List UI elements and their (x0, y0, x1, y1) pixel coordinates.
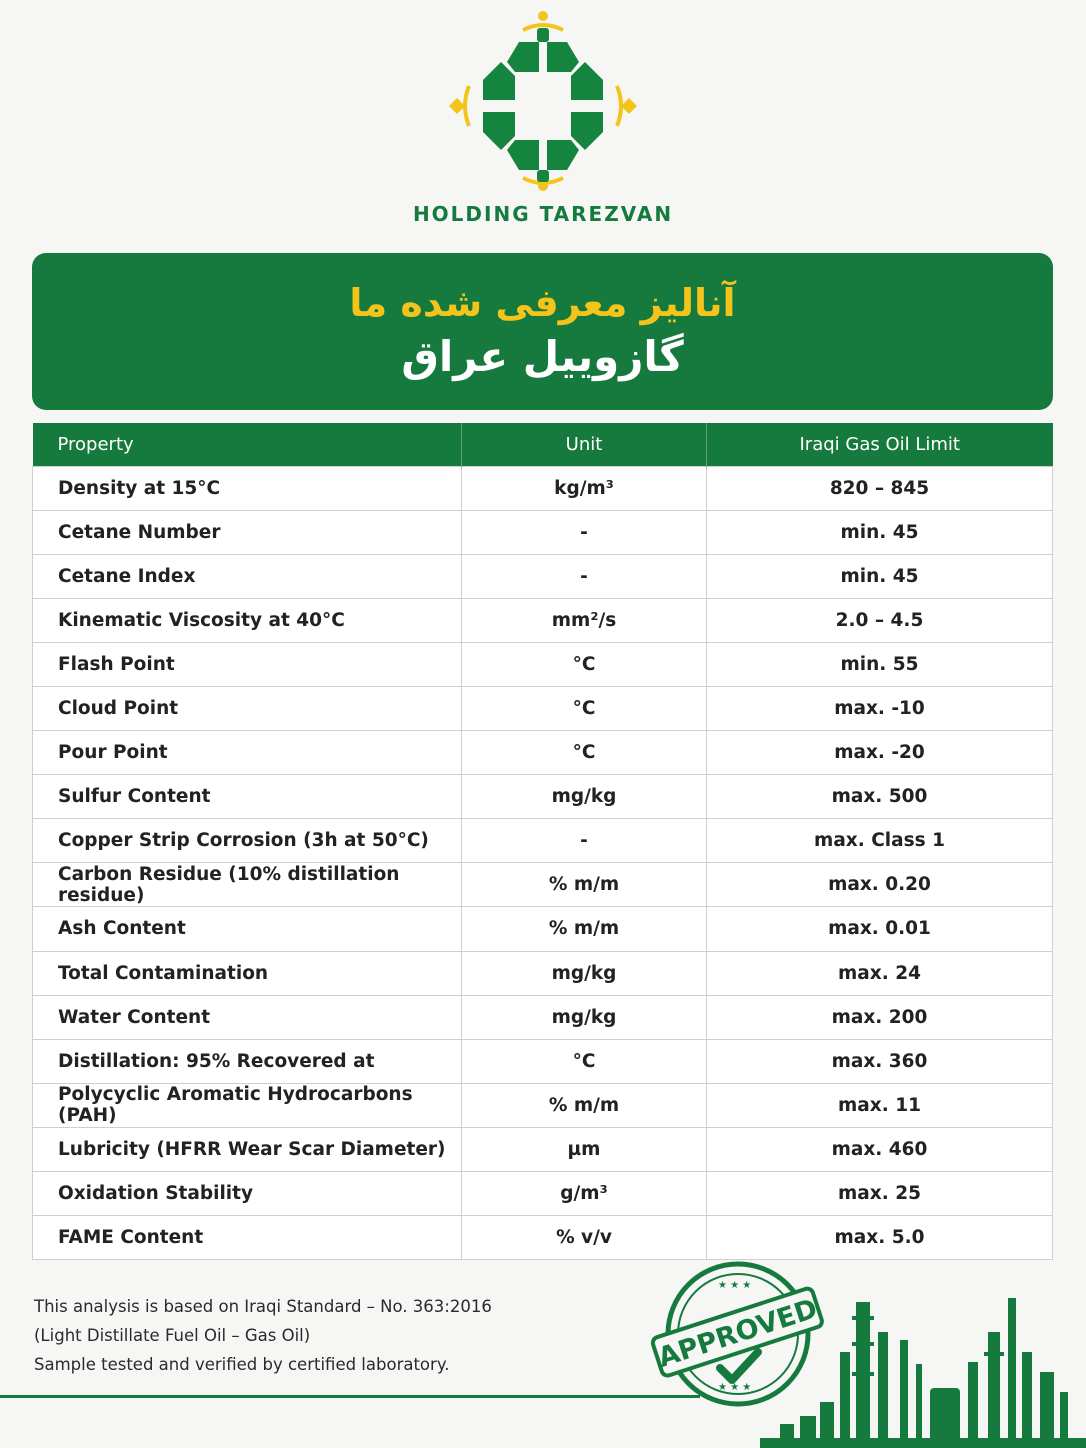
cell-property: FAME Content (33, 1216, 462, 1260)
brand-name: HOLDING TAREZVAN (412, 202, 674, 226)
cell-limit: max. Class 1 (707, 819, 1053, 863)
table-row (33, 1039, 1053, 1083)
svg-text:★ ★ ★: ★ ★ ★ (718, 1382, 752, 1393)
cell-unit: - (462, 510, 707, 554)
cell-limit: max. 0.01 (707, 907, 1053, 951)
cell-property: Cetane Number (33, 510, 462, 554)
cell-property: Pour Point (33, 731, 462, 775)
note-line: (Light Distillate Fuel Oil – Gas Oil) (34, 1326, 311, 1345)
cell-limit: max. 25 (707, 1172, 1053, 1216)
cell-unit: % m/m (462, 907, 707, 951)
header-unit: Unit (462, 423, 707, 466)
cell-limit: max. 5.0 (707, 1216, 1053, 1260)
cell-property: Oxidation Stability (33, 1172, 462, 1216)
cell-property: Copper Strip Corrosion (3h at 50°C) (33, 819, 462, 863)
table-row (33, 819, 1053, 863)
cell-limit: 820 – 845 (707, 466, 1053, 510)
cell-property: Density at 15°C (33, 466, 462, 510)
cell-property: Carbon Residue (10% distillation residue) (33, 863, 462, 907)
cell-unit: µm (462, 1127, 707, 1171)
cell-unit: mg/kg (462, 951, 707, 995)
table-row (33, 598, 1053, 642)
cell-property: Lubricity (HFRR Wear Scar Diameter) (33, 1127, 462, 1171)
svg-text:★ ★ ★: ★ ★ ★ (718, 1280, 752, 1291)
table-row (33, 863, 1053, 907)
banner-subtitle: گازوییل عراق (401, 332, 684, 382)
cell-unit: % m/m (462, 1083, 707, 1127)
cell-property: Cloud Point (33, 686, 462, 730)
cell-limit: min. 55 (707, 642, 1053, 686)
cell-unit: % m/m (462, 863, 707, 907)
cell-unit: mg/kg (462, 995, 707, 1039)
footer-divider (0, 1395, 700, 1398)
spec-table (32, 423, 1053, 1260)
cell-unit: °C (462, 686, 707, 730)
cell-unit: °C (462, 642, 707, 686)
refinery-silhouette-icon (760, 1292, 1086, 1448)
cell-limit: max. 24 (707, 951, 1053, 995)
footnotes (34, 1292, 492, 1379)
cell-limit: max. -20 (707, 731, 1053, 775)
table-row (33, 686, 1053, 730)
table-row (33, 1083, 1053, 1127)
cell-unit: - (462, 819, 707, 863)
cell-property: Distillation: 95% Recovered at (33, 1039, 462, 1083)
header-property: Property (33, 423, 462, 466)
table-row (33, 554, 1053, 598)
note-line: This analysis is based on Iraqi Standard – No. 363:2016 (34, 1297, 492, 1316)
banner-title: آنالیز معرفی شده ما (349, 280, 736, 325)
table-row (33, 1216, 1053, 1260)
cell-unit: °C (462, 731, 707, 775)
cell-unit: kg/m³ (462, 466, 707, 510)
cell-limit: max. 11 (707, 1083, 1053, 1127)
table-row (33, 775, 1053, 819)
cell-property: Cetane Index (33, 554, 462, 598)
cell-property: Total Contamination (33, 951, 462, 995)
stamp-text: APPROVED (654, 1293, 822, 1374)
cell-limit: max. 360 (707, 1039, 1053, 1083)
header-limit: Iraqi Gas Oil Limit (707, 423, 1053, 466)
cell-unit: % v/v (462, 1216, 707, 1260)
cell-property: Ash Content (33, 907, 462, 951)
cell-unit: g/m³ (462, 1172, 707, 1216)
cell-unit: - (462, 554, 707, 598)
cell-unit: mm²/s (462, 598, 707, 642)
cell-property: Sulfur Content (33, 775, 462, 819)
cell-limit: 2.0 – 4.5 (707, 598, 1053, 642)
cell-limit: min. 45 (707, 510, 1053, 554)
table-row (33, 510, 1053, 554)
cell-property: Water Content (33, 995, 462, 1039)
cell-property: Kinematic Viscosity at 40°C (33, 598, 462, 642)
title-banner (32, 253, 1053, 410)
tarezvan-logo-icon (443, 8, 643, 198)
table-header-row (33, 423, 1053, 466)
cell-limit: max. 0.20 (707, 863, 1053, 907)
cell-limit: min. 45 (707, 554, 1053, 598)
table-row (33, 466, 1053, 510)
cell-limit: max. 460 (707, 1127, 1053, 1171)
table-row (33, 995, 1053, 1039)
cell-limit: max. 200 (707, 995, 1053, 1039)
cell-limit: max. -10 (707, 686, 1053, 730)
cell-unit: mg/kg (462, 775, 707, 819)
cell-property: Flash Point (33, 642, 462, 686)
table-row (33, 1127, 1053, 1171)
table-row (33, 731, 1053, 775)
brand-header (0, 0, 1086, 245)
cell-limit: max. 500 (707, 775, 1053, 819)
table-row (33, 642, 1053, 686)
cell-unit: °C (462, 1039, 707, 1083)
table-row (33, 1172, 1053, 1216)
table-row (33, 951, 1053, 995)
table-row (33, 907, 1053, 951)
note-line: Sample tested and verified by certified laboratory. (34, 1355, 450, 1374)
cell-property: Polycyclic Aromatic Hydrocarbons (PAH) (33, 1083, 462, 1127)
